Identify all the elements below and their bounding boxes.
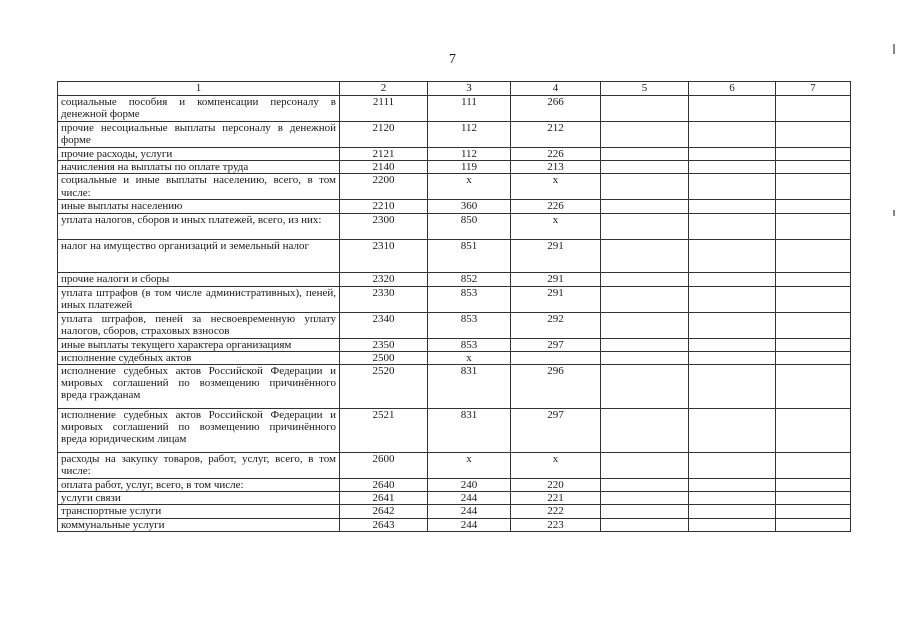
row-kvr-cell: 244 (428, 492, 511, 505)
row-col7-cell (776, 272, 851, 286)
row-code-cell: 2310 (340, 239, 428, 272)
row-col6-cell (689, 96, 776, 122)
row-kosgu-cell: 212 (511, 122, 601, 148)
row-name-cell: уплата штрафов (в том числе административных), пеней, иных платежей (58, 286, 340, 312)
row-kosgu-cell: 266 (511, 96, 601, 122)
row-code-cell: 2210 (340, 200, 428, 213)
row-kosgu-cell: х (511, 453, 601, 479)
row-col5-cell (601, 239, 689, 272)
row-kvr-cell: 853 (428, 312, 511, 338)
header-col-1: 1 (58, 82, 340, 96)
edge-mark (893, 44, 895, 54)
table-row (58, 453, 851, 479)
row-code-cell: 2600 (340, 453, 428, 479)
row-name-cell: прочие расходы, услуги (58, 148, 340, 161)
table-row (58, 272, 851, 286)
row-name-cell: социальные и иные выплаты населению, всего, в том числе: (58, 174, 340, 200)
row-col6-cell (689, 492, 776, 505)
row-col7-cell (776, 409, 851, 453)
row-col7-cell (776, 213, 851, 239)
row-col6-cell (689, 453, 776, 479)
row-col6-cell (689, 518, 776, 531)
header-col-4: 4 (511, 82, 601, 96)
row-col7-cell (776, 239, 851, 272)
row-kosgu-cell: 297 (511, 409, 601, 453)
row-kosgu-cell: 296 (511, 365, 601, 409)
row-col7-cell (776, 312, 851, 338)
row-code-cell: 2340 (340, 312, 428, 338)
row-col5-cell (601, 365, 689, 409)
row-col7-cell (776, 286, 851, 312)
row-col6-cell (689, 174, 776, 200)
row-kosgu-cell: х (511, 213, 601, 239)
row-kvr-cell: 853 (428, 286, 511, 312)
row-kosgu-cell: 297 (511, 338, 601, 351)
row-col7-cell (776, 479, 851, 492)
row-kvr-cell: 853 (428, 338, 511, 351)
row-kvr-cell: 112 (428, 122, 511, 148)
row-name-cell: услуги связи (58, 492, 340, 505)
row-code-cell: 2120 (340, 122, 428, 148)
row-code-cell: 2140 (340, 161, 428, 174)
row-code-cell: 2500 (340, 351, 428, 364)
row-col5-cell (601, 286, 689, 312)
row-code-cell: 2111 (340, 96, 428, 122)
row-name-cell: прочие несоциальные выплаты персоналу в денежной форме (58, 122, 340, 148)
row-col7-cell (776, 122, 851, 148)
row-kosgu-cell: 222 (511, 505, 601, 518)
row-code-cell: 2300 (340, 213, 428, 239)
row-col7-cell (776, 200, 851, 213)
row-code-cell: 2521 (340, 409, 428, 453)
row-kvr-cell: 831 (428, 365, 511, 409)
row-kosgu-cell: 292 (511, 312, 601, 338)
row-kosgu-cell: 291 (511, 239, 601, 272)
row-col6-cell (689, 351, 776, 364)
row-col5-cell (601, 200, 689, 213)
row-col6-cell (689, 505, 776, 518)
table-row (58, 338, 851, 351)
header-row (58, 82, 851, 96)
row-kvr-cell: 111 (428, 96, 511, 122)
row-code-cell: 2640 (340, 479, 428, 492)
row-col5-cell (601, 409, 689, 453)
row-kosgu-cell: 226 (511, 148, 601, 161)
row-col7-cell (776, 351, 851, 364)
row-name-cell: уплата штрафов, пеней за несвоевременную уплату налогов, сборов, страховых взносов (58, 312, 340, 338)
row-col5-cell (601, 351, 689, 364)
row-col5-cell (601, 174, 689, 200)
table-row (58, 174, 851, 200)
row-col6-cell (689, 161, 776, 174)
row-col6-cell (689, 148, 776, 161)
table-row (58, 200, 851, 213)
table-row (58, 351, 851, 364)
row-name-cell: расходы на закупку товаров, работ, услуг, всего, в том числе: (58, 453, 340, 479)
table-row (58, 479, 851, 492)
row-kvr-cell: 112 (428, 148, 511, 161)
row-col6-cell (689, 200, 776, 213)
row-col6-cell (689, 213, 776, 239)
row-kosgu-cell: 221 (511, 492, 601, 505)
row-col7-cell (776, 453, 851, 479)
row-code-cell: 2350 (340, 338, 428, 351)
row-col5-cell (601, 312, 689, 338)
row-kvr-cell: 244 (428, 505, 511, 518)
row-name-cell: налог на имущество организаций и земельный налог (58, 239, 340, 272)
row-kosgu-cell: 213 (511, 161, 601, 174)
row-kvr-cell: 244 (428, 518, 511, 531)
row-name-cell: уплата налогов, сборов и иных платежей, всего, из них: (58, 213, 340, 239)
row-kosgu-cell (511, 351, 601, 364)
row-name-cell: иные выплаты населению (58, 200, 340, 213)
row-kosgu-cell: 291 (511, 286, 601, 312)
row-col7-cell (776, 96, 851, 122)
row-kvr-cell: х (428, 453, 511, 479)
row-kvr-cell: 852 (428, 272, 511, 286)
row-kvr-cell: х (428, 351, 511, 364)
row-code-cell: 2330 (340, 286, 428, 312)
row-name-cell: коммунальные услуги (58, 518, 340, 531)
row-code-cell: 2520 (340, 365, 428, 409)
row-col5-cell (601, 213, 689, 239)
row-col5-cell (601, 492, 689, 505)
table-body (58, 96, 851, 532)
row-kosgu-cell: х (511, 174, 601, 200)
row-name-cell: транспортные услуги (58, 505, 340, 518)
row-col5-cell (601, 518, 689, 531)
row-kvr-cell: 851 (428, 239, 511, 272)
table-row (58, 492, 851, 505)
row-kvr-cell: х (428, 174, 511, 200)
table-row (58, 505, 851, 518)
row-col6-cell (689, 272, 776, 286)
row-col7-cell (776, 161, 851, 174)
row-col5-cell (601, 272, 689, 286)
row-kosgu-cell: 223 (511, 518, 601, 531)
header-col-5: 5 (601, 82, 689, 96)
table-row (58, 161, 851, 174)
row-col6-cell (689, 239, 776, 272)
row-col5-cell (601, 338, 689, 351)
row-col7-cell (776, 518, 851, 531)
row-col7-cell (776, 492, 851, 505)
row-code-cell: 2642 (340, 505, 428, 518)
row-col6-cell (689, 312, 776, 338)
row-col5-cell (601, 96, 689, 122)
row-col7-cell (776, 365, 851, 409)
row-col6-cell (689, 338, 776, 351)
row-col5-cell (601, 122, 689, 148)
row-col6-cell (689, 286, 776, 312)
row-kvr-cell: 240 (428, 479, 511, 492)
row-kvr-cell: 119 (428, 161, 511, 174)
row-col5-cell (601, 148, 689, 161)
row-col5-cell (601, 453, 689, 479)
table-row (58, 312, 851, 338)
table-row (58, 122, 851, 148)
budget-table (57, 81, 851, 532)
row-kosgu-cell: 220 (511, 479, 601, 492)
table-row (58, 518, 851, 531)
row-col6-cell (689, 365, 776, 409)
row-code-cell: 2320 (340, 272, 428, 286)
row-kvr-cell: 831 (428, 409, 511, 453)
row-name-cell: социальные пособия и компенсации персоналу в денежной форме (58, 96, 340, 122)
page-number: 7 (449, 52, 456, 67)
row-col7-cell (776, 505, 851, 518)
row-kvr-cell: 360 (428, 200, 511, 213)
row-col6-cell (689, 122, 776, 148)
edge-mark (893, 210, 895, 216)
table-row (58, 409, 851, 453)
row-name-cell: исполнение судебных актов Российской Федерации и мировых соглашений по возмещению причинённого вреда юридическим лицам (58, 409, 340, 453)
row-name-cell: оплата работ, услуг, всего, в том числе: (58, 479, 340, 492)
row-col5-cell (601, 505, 689, 518)
row-col7-cell (776, 338, 851, 351)
row-code-cell: 2121 (340, 148, 428, 161)
row-code-cell: 2200 (340, 174, 428, 200)
row-col7-cell (776, 148, 851, 161)
header-col-6: 6 (689, 82, 776, 96)
header-col-7: 7 (776, 82, 851, 96)
row-col5-cell (601, 161, 689, 174)
header-col-2: 2 (340, 82, 428, 96)
header-col-3: 3 (428, 82, 511, 96)
row-name-cell: исполнение судебных актов (58, 351, 340, 364)
row-name-cell: исполнение судебных актов Российской Федерации и мировых соглашений по возмещению причинённого вреда гражданам (58, 365, 340, 409)
table-row (58, 148, 851, 161)
row-code-cell: 2643 (340, 518, 428, 531)
row-kvr-cell: 850 (428, 213, 511, 239)
row-col6-cell (689, 479, 776, 492)
table-row (58, 365, 851, 409)
table-row (58, 286, 851, 312)
table-row (58, 239, 851, 272)
row-col6-cell (689, 409, 776, 453)
table-row (58, 96, 851, 122)
row-kosgu-cell: 226 (511, 200, 601, 213)
row-name-cell: иные выплаты текущего характера организациям (58, 338, 340, 351)
row-col5-cell (601, 479, 689, 492)
row-code-cell: 2641 (340, 492, 428, 505)
table-row (58, 213, 851, 239)
row-name-cell: начисления на выплаты по оплате труда (58, 161, 340, 174)
row-kosgu-cell: 291 (511, 272, 601, 286)
row-name-cell: прочие налоги и сборы (58, 272, 340, 286)
row-col7-cell (776, 174, 851, 200)
